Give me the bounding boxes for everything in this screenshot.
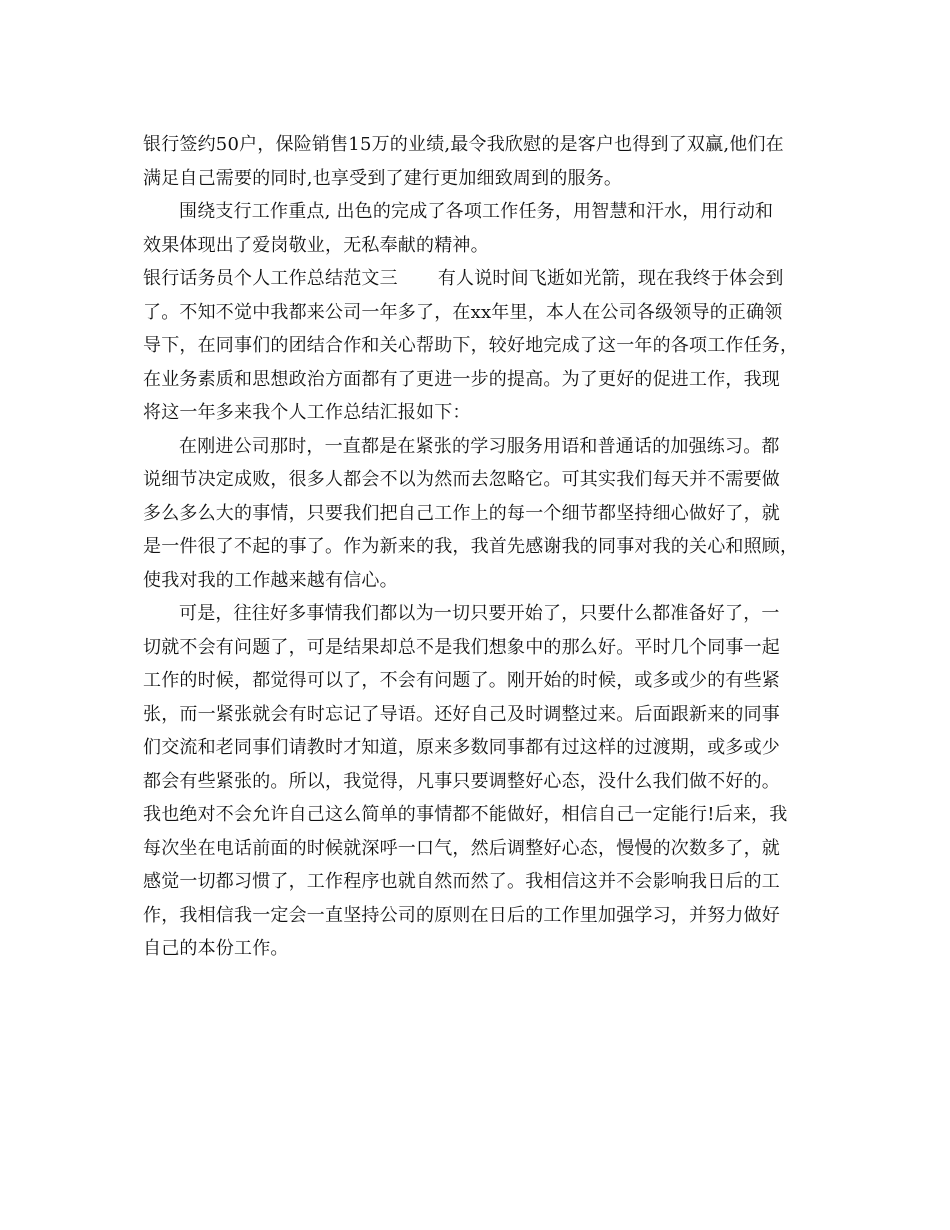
text-line: 每次坐在电话前面的时候就深呼一口气，然后调整好心态，慢慢的次数多了，就 — [143, 837, 780, 859]
paragraph-start: 有人说时间飞逝如光箭，现在我终于体会到 — [437, 268, 784, 289]
section-title: 银行话务员个人工作总结范文三 — [143, 268, 398, 289]
text-line: 了。不知不觉中我都来公司一年多了，在xx年里，本人在公司各级领导的正确领 — [143, 301, 783, 323]
text-line: 工作的时候，都觉得可以了，不会有问题了。刚开始的时候，或多或少的有些紧 — [143, 670, 780, 691]
text-line: 导下，在同事们的团结合作和关心帮助下，较好地完成了这一年的各项工作任务， — [143, 335, 799, 356]
text-line: 都会有些紧张的。所以，我觉得，凡事只要调整好心态，没什么我们做不好的。 — [143, 770, 780, 792]
text-line: 将这一年多来我个人工作总结汇报如下： — [143, 402, 471, 423]
text-line: 在刚进公司那时，一直都是在紧张的学习服务用语和普通话的加强练习。都 — [179, 435, 780, 457]
text-line: 说细节决定成败，很多人都会不以为然而去忽略它。可其实我们每天并不需要做 — [143, 469, 780, 490]
text-line: 围绕支行工作重点, 出色的完成了各项工作任务，用智慧和汗水，用行动和 — [179, 201, 774, 222]
text-line: 自己的本份工作。 — [143, 938, 289, 959]
text-line: 作，我相信我一定会一直坚持公司的原则在日后的工作里加强学习，并努力做好 — [143, 904, 780, 926]
text-line: 效果体现出了爱岗敬业，无私奉献的精神。 — [143, 234, 489, 256]
text-line: 在业务素质和思想政治方面都有了更进一步的提高。为了更好的促进工作，我现 — [143, 368, 780, 390]
text-line: 是一件很了不起的事了。作为新来的我，我首先感谢我的同事对我的关心和照顾， — [143, 536, 799, 557]
heading-line — [143, 262, 813, 296]
text-line: 我也绝对不会允许自己这么简单的事情都不能做好，相信自己一定能行!后来，我 — [143, 804, 788, 825]
text-line: 满足自己需要的同时,也享受到了建行更加细致周到的服务。 — [143, 167, 623, 189]
text-line: 多么多么大的事情，只要我们把自己工作上的每一个细节都坚持细心做好了，就 — [143, 502, 780, 524]
text-line: 使我对我的工作越来越有信心。 — [143, 569, 398, 591]
text-line: 切就不会有问题了，可是结果却总不是我们想象中的那么好。平时几个同事一起 — [143, 636, 780, 658]
text-line: 银行签约50户，保险销售15万的业绩,最令我欣慰的是客户也得到了双赢,他们在 — [143, 134, 784, 155]
text-line: 感觉一切都习惯了，工作程序也就自然而然了。我相信这并不会影响我日后的工 — [143, 871, 780, 892]
document-body — [143, 128, 813, 966]
text-line: 张，而一紧张就会有时忘记了导语。还好自己及时调整过来。后面跟新来的同事 — [143, 703, 780, 725]
text-line: 可是，往往好多事情我们都以为一切只要开始了，只要什么都准备好了，一 — [179, 603, 780, 624]
text-line: 们交流和老同事们请教时才知道，原来多数同事都有过这样的过渡期，或多或少 — [143, 737, 780, 758]
